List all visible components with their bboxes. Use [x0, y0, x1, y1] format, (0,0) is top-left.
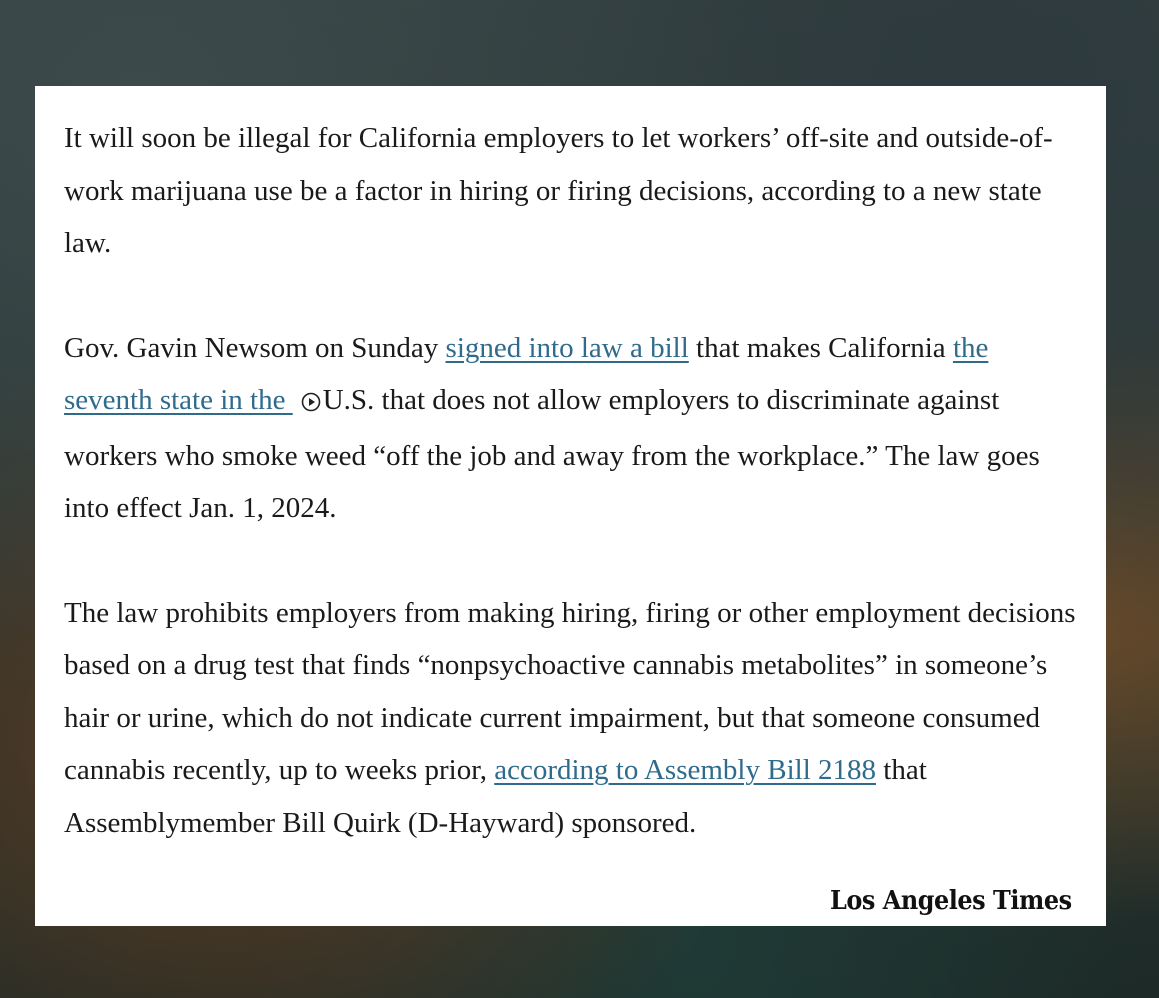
- paragraph-1: It will soon be illegal for California employers to let workers’ off-site and outside-of-work marijuana use be a factor in hiring or firing decisions, according to a new state law.: [64, 122, 1053, 259]
- paragraph-3: [64, 587, 1084, 850]
- assembly-bill-link[interactable]: according to Assembly Bill 2188: [494, 754, 877, 786]
- paragraph-2-text-b: that makes California: [688, 331, 953, 364]
- seventh-state-link[interactable]: the seventh state in the: [64, 331, 989, 416]
- paragraph-2-text-a: Gov. Gavin Newsom on Sunday: [64, 331, 446, 364]
- signed-into-law-link[interactable]: signed into law a bill: [445, 331, 689, 364]
- paragraph-3-text-b: that Assemblymember Bill Quirk (D-Hayward) sponsored.: [64, 754, 927, 839]
- play-circle-icon[interactable]: [301, 377, 321, 430]
- paragraph-3-text-a: The law prohibits employers from making hiring, firing or other employment decisions based on a drug test that finds “nonpsychoactive cannabis metabolites” in someone’s hair or urine, which do not indicate current impairment, but that someone consumed cannabis recently, up to weeks prior,: [64, 596, 1076, 786]
- article-body: [64, 112, 1084, 901]
- paragraph-2: [64, 322, 1084, 535]
- paragraph-2-text-c: U.S. that does not allow employers to discriminate against workers who smoke weed “off the job and away from the workplace.” The law goes into effect Jan. 1, 2024.: [64, 384, 1040, 524]
- la-times-logo: Los Angeles Times: [830, 886, 1072, 916]
- article-card: [35, 86, 1106, 926]
